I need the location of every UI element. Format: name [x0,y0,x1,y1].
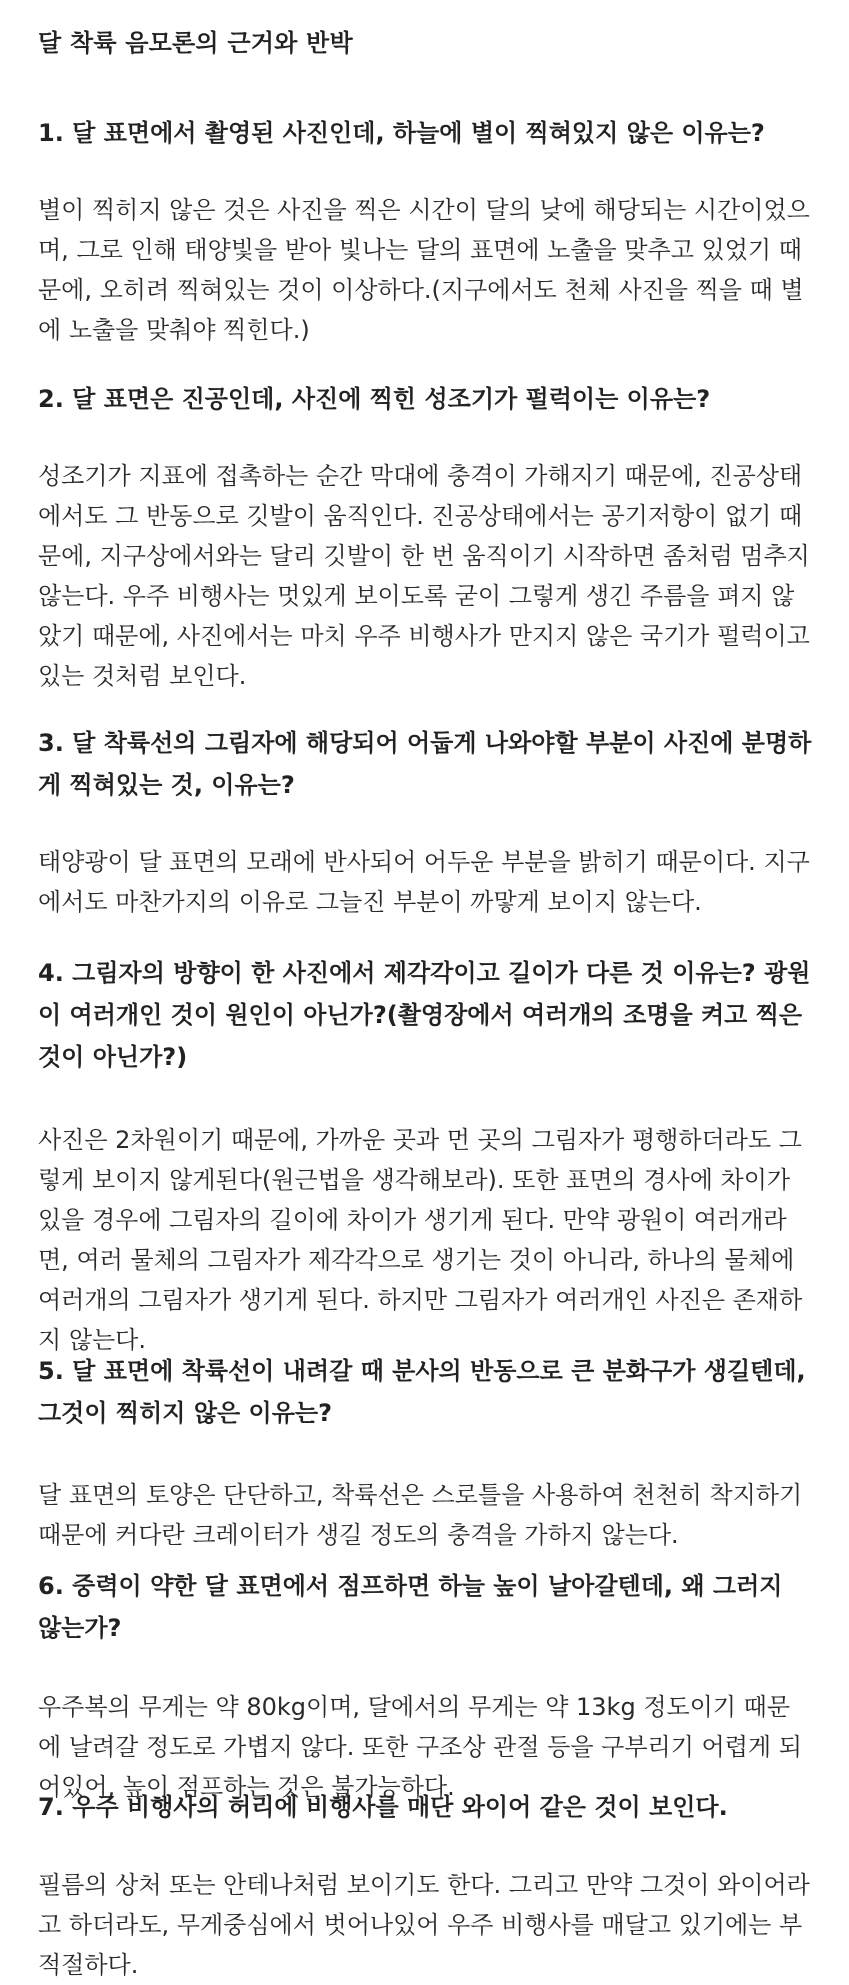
answer-3: 태양광이 달 표면의 모래에 반사되어 어두운 부분을 밝히기 때문이다. 지구에서도 마찬가지의 이유로 그늘진 부분이 까맣게 보이지 않는다. [38,848,810,916]
question-4: 4. 그림자의 방향이 한 사진에서 제각각이고 길이가 다른 것 이유는? 광원이 여러개인 것이 원인이 아닌가?(촬영장에서 여러개의 조명을 켜고 찍은 것이 아닌가?) [38,959,811,1071]
answer-2: 성조기가 지표에 접촉하는 순간 막대에 충격이 가해지기 때문에, 진공상태에서도 그 반동으로 깃발이 움직인다. 진공상태에서는 공기저항이 없기 때문에, 지구상에서와는 달리 깃발이 한 번 움직이기 시작하면 좀처럼 멈추지 않는다. 우주 비행사는 멋있게 보이도록 굳이 그렇게 생긴 주름을 펴지 않았기 때문에, 사진에서는 마치 우주 비행사가 만지지 않은 국기가 펄럭이고 있는 것처럼 보인다. [38,462,810,690]
question-1: 1. 달 표면에서 촬영된 사진인데, 하늘에 별이 찍혀있지 않은 이유는? [38,119,765,147]
answer-4: 사진은 2차원이기 때문에, 가까운 곳과 먼 곳의 그림자가 평행하더라도 그렇게 보이지 않게된다(원근법을 생각해보라). 또한 표면의 경사에 차이가 있을 경우에 그림자의 길이에 차이가 생기게 된다. 만약 광원이 여러개라면, 여러 물체의 그림자가 제각각으로 생기는 것이 아니라, 하나의 물체에 여러개의 그림자가 생기게 된다. 하지만 그림자가 여러개인 사진은 존재하지 않는다. [38,1126,803,1354]
question-7: 7. 우주 비행사의 허리에 비행사를 매단 와이어 같은 것이 보인다. [38,1793,728,1821]
answer-5: 달 표면의 토양은 단단하고, 착륙선은 스로틀을 사용하여 천천히 착지하기 때문에 커다란 크레이터가 생길 정도의 충격을 가하지 않는다. [38,1481,803,1549]
answer-6: 우주복의 무게는 약 80kg이며, 달에서의 무게는 약 13kg 정도이기 때문에 날려갈 정도로 가볍지 않다. 또한 구조상 관절 등을 구부리기 어렵게 되어있어, 높이 점프하는 것은 불가능하다. [38,1693,802,1801]
question-2: 2. 달 표면은 진공인데, 사진에 찍힌 성조기가 펄럭이는 이유는? [38,385,711,413]
question-6: 6. 중력이 약한 달 표면에서 점프하면 하늘 높이 날아갈텐데, 왜 그러지 않는가? [38,1572,783,1642]
answer-1: 별이 찍히지 않은 것은 사진을 찍은 시간이 달의 낮에 해당되는 시간이었으며, 그로 인해 태양빛을 받아 빛나는 달의 표면에 노출을 맞추고 있었기 때문에, 오히려 찍혀있는 것이 이상하다.(지구에서도 천체 사진을 찍을 때 별에 노출을 맞춰야 찍힌다.) [38,196,810,344]
answer-7: 필름의 상처 또는 안테나처럼 보이기도 한다. 그리고 만약 그것이 와이어라고 하더라도, 무게중심에서 벗어나있어 우주 비행사를 매달고 있기에는 부적절하다. [38,1871,810,1979]
article-title: 달 착륙 음모론의 근거와 반박 [38,29,353,57]
question-5: 5. 달 표면에 착륙선이 내려갈 때 분사의 반동으로 큰 분화구가 생길텐데, 그것이 찍히지 않은 이유는? [38,1357,806,1427]
question-3: 3. 달 착륙선의 그림자에 해당되어 어둡게 나와야할 부분이 사진에 분명하게 찍혀있는 것, 이유는? [38,729,812,799]
